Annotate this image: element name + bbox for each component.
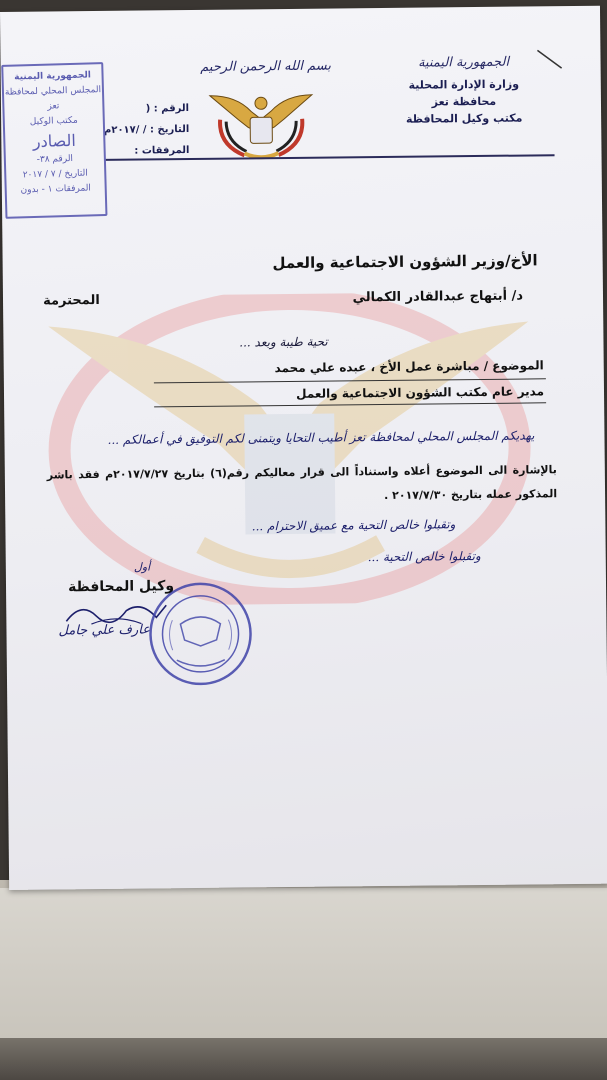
date-label: التاريخ : / /٢٠١٧م bbox=[103, 124, 190, 136]
subject-line: الموضوع / مباشرة عمل الأخ ، عبده علي محمد bbox=[274, 358, 544, 376]
stamp-line-1: الجمهورية اليمنية bbox=[14, 70, 92, 83]
governorate-title: محافظة تعز bbox=[431, 94, 497, 109]
greeting: تحية طيبة وبعد ... bbox=[239, 334, 328, 350]
corner-mark-icon bbox=[535, 48, 563, 70]
letter-paper bbox=[0, 6, 607, 890]
office-title: مكتب وكيل المحافظة bbox=[405, 111, 523, 126]
stamp-line-2: المجلس المحلي لمحافظة تعز bbox=[4, 85, 102, 112]
subject-role: مدير عام مكتب الشؤون الاجتماعية والعمل bbox=[296, 384, 545, 401]
signature-prefix: أول bbox=[133, 560, 151, 574]
stamp-line-6: التاريخ / ٧ / ٢٠١٧ bbox=[22, 168, 88, 181]
recipient-name: د/ أبتهاج عبدالقادر الكمالي bbox=[352, 288, 524, 306]
addressee: الأخ/وزير الشؤون الاجتماعية والعمل bbox=[272, 251, 538, 273]
ministry-title: وزارة الإدارة المحلية bbox=[408, 77, 520, 92]
reference-fields bbox=[103, 98, 190, 162]
underlying-sheet bbox=[0, 888, 607, 1038]
signatory-name: عارف علي جامل bbox=[58, 622, 151, 639]
attachments-label: المرفقات : bbox=[134, 145, 190, 157]
stamp-line-4: الصادر bbox=[32, 130, 77, 152]
outgoing-register-stamp bbox=[1, 62, 107, 219]
signatory-title: وكيل المحافظة bbox=[67, 578, 175, 596]
eagle-emblem-icon bbox=[206, 89, 317, 162]
handwritten-greeting: يهديكم المجلس المحلي لمحافظة تعز أطيب التحايا ويتمنى لكم التوفيق في أعمالكم ... bbox=[107, 428, 535, 447]
official-seal bbox=[146, 579, 255, 688]
closing-printed: وتقبلوا خالص التحية ... bbox=[367, 548, 481, 565]
stamp-line-7: المرفقات ١ - بدون bbox=[20, 183, 92, 196]
honorific: المحترمة bbox=[42, 292, 100, 309]
stamp-line-5: الرقم ٣٨- bbox=[36, 153, 74, 165]
letter-body: بالإشارة الى الموضوع أعلاه واستناداً الى قرار معاليكم رقم(٦) بتاريخ ٢٠١٧/٧/٢٧م فقد باشر المذكور عمله بتاريخ ٢٠١٧/٧/٣٠ . bbox=[46, 463, 558, 503]
republic-title: الجمهورية اليمنية bbox=[417, 54, 510, 71]
issuer-header bbox=[388, 54, 539, 128]
stamp-line-3: مكتب الوكيل bbox=[29, 115, 78, 128]
basmala: بسم الله الرحمن الرحيم bbox=[200, 58, 331, 75]
ref-number-label: الرقم : ( bbox=[145, 103, 190, 115]
closing-handwritten: وتقبلوا خالص التحية مع عميق الاحترام ... bbox=[251, 517, 456, 534]
